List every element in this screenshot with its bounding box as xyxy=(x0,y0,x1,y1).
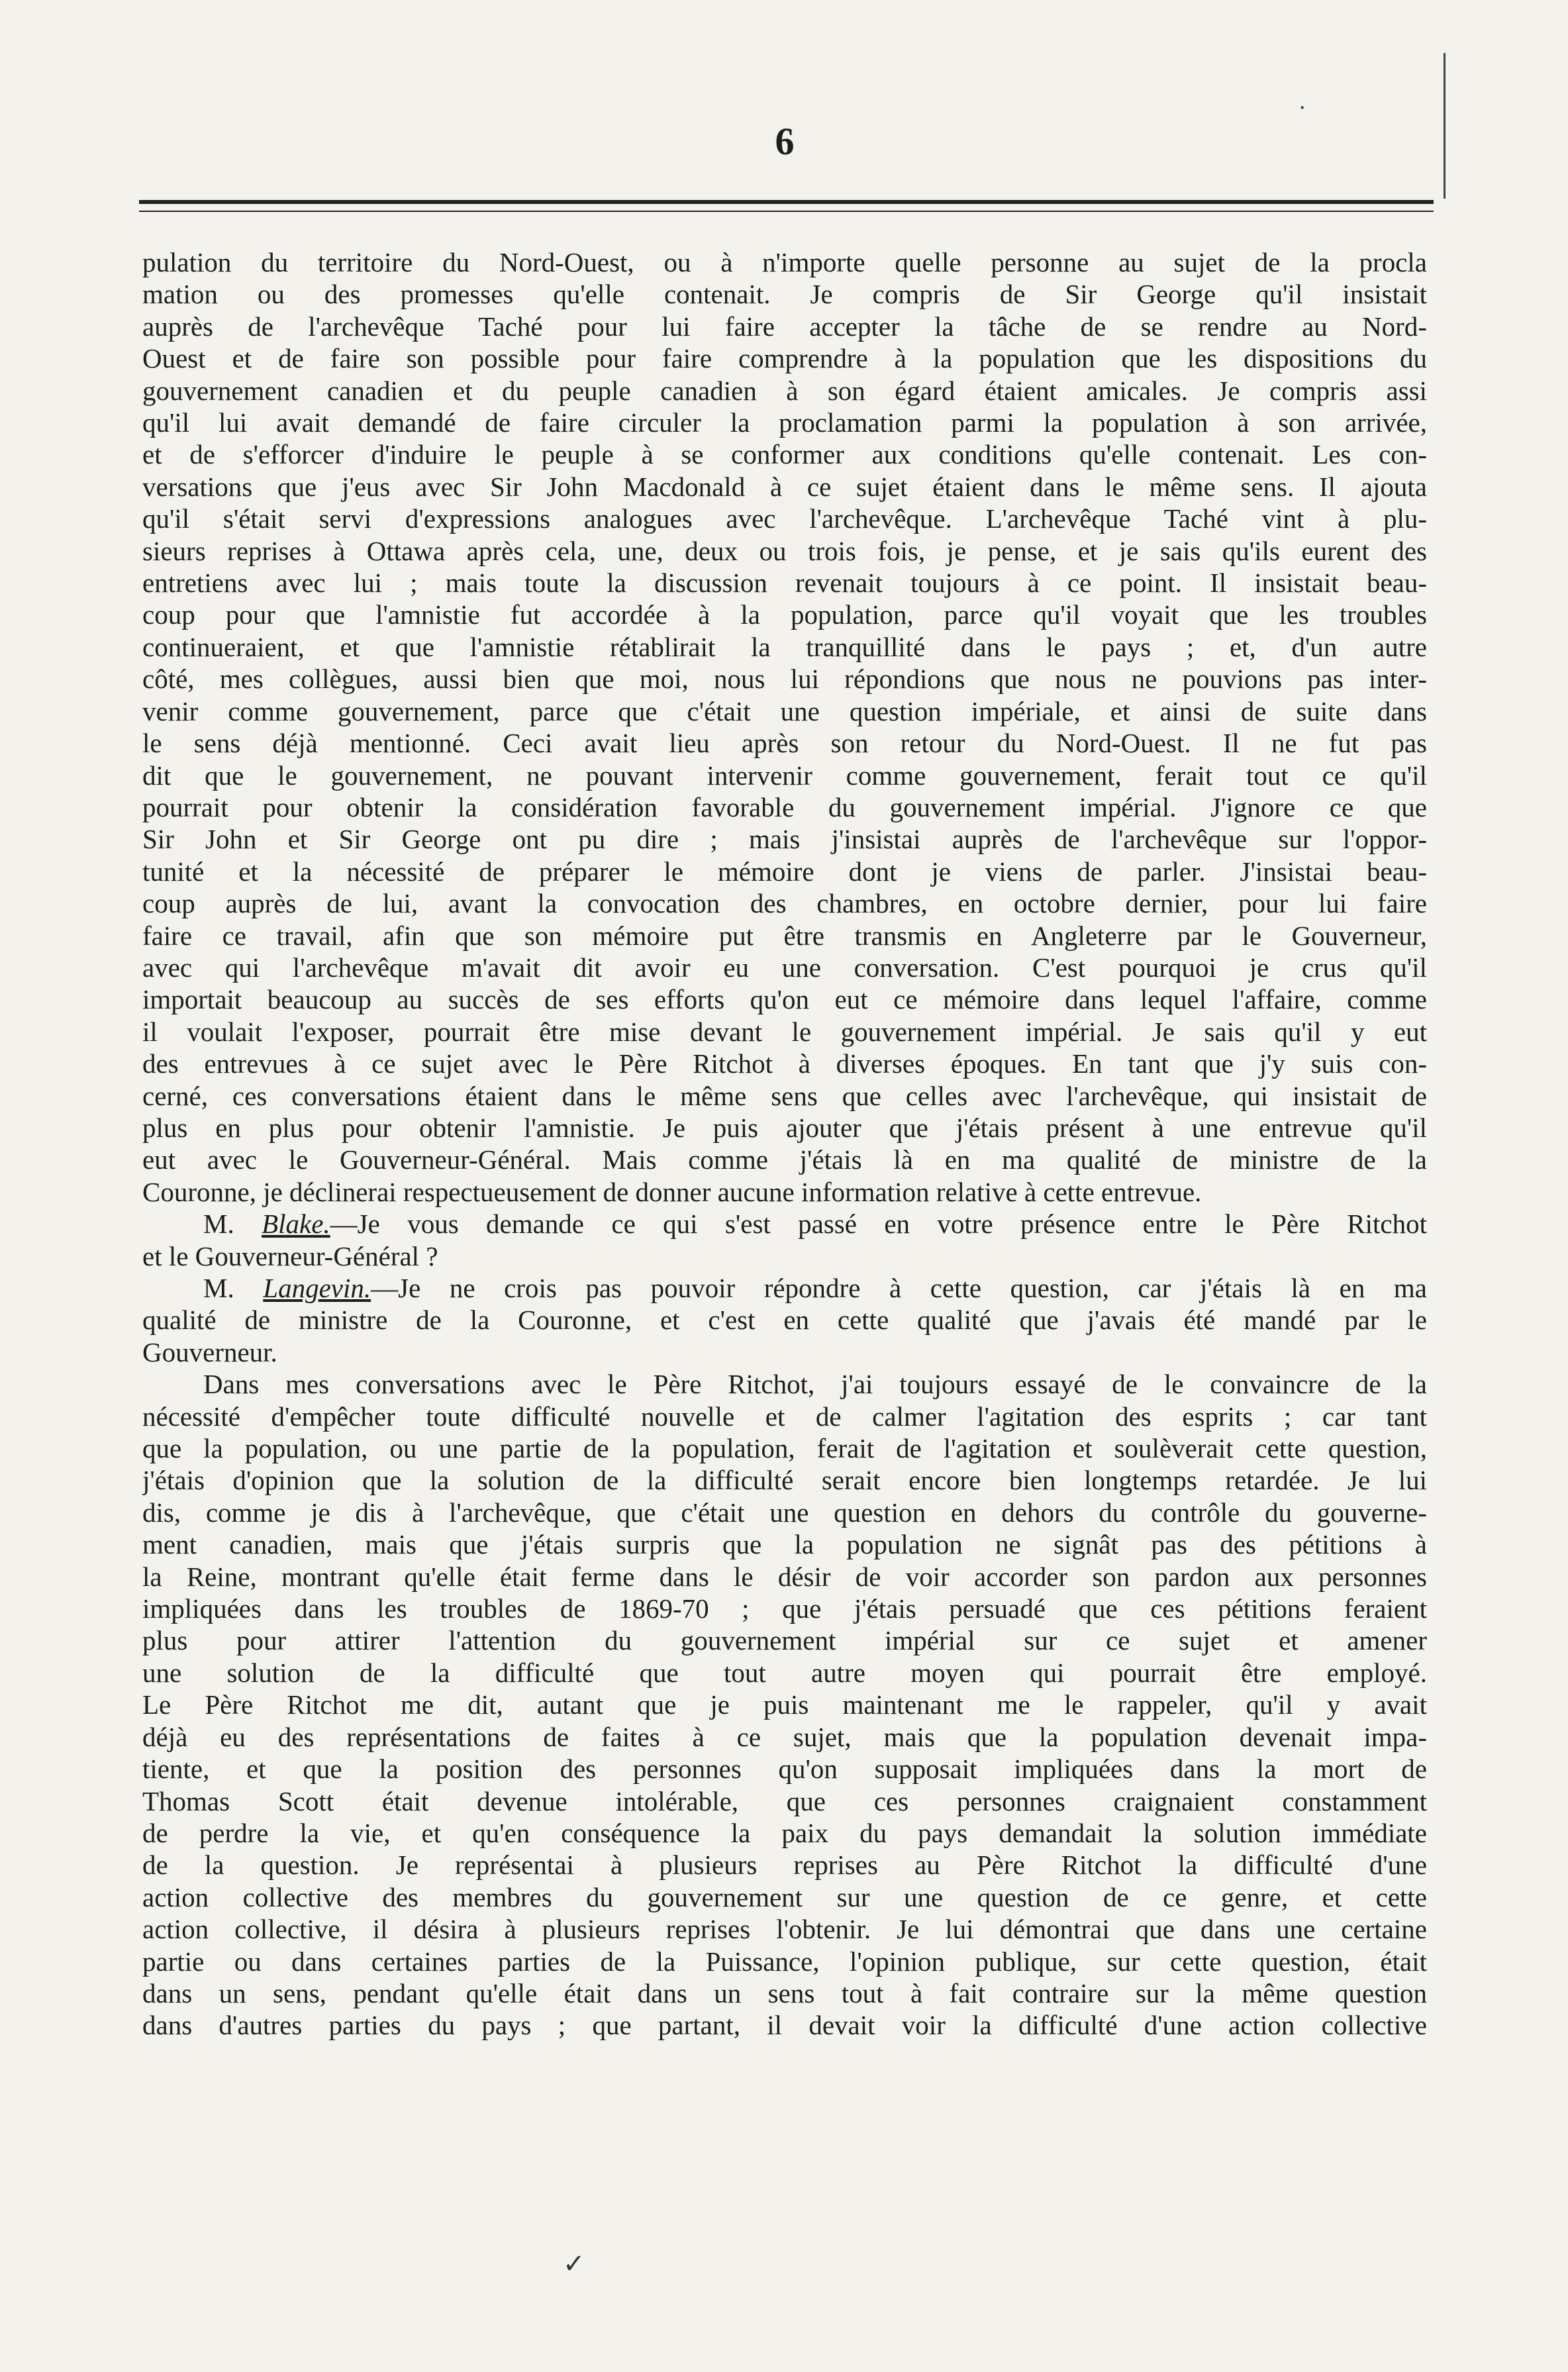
paragraph-4 xyxy=(142,1368,1427,2042)
document-body xyxy=(142,246,1427,2042)
text-line: Dans mes conversations avec le Père Ritchot, j'ai toujours essayé de le convaincre de la xyxy=(203,1369,1427,1400)
text-line: Thomas Scott était devenue intolérable, que ces personnes craignaient constamment xyxy=(142,1785,1427,1816)
text-line: avec qui l'archevêque m'avait dit avoir eu une conversation. C'est pourquoi je crus qu'il xyxy=(142,952,1427,983)
text-line: côté, mes collègues, aussi bien que moi, nous lui répondions que nous ne pouvions pas inter- xyxy=(142,664,1427,695)
text-line: de perdre la vie, et qu'en conséquence la paix du pays demandait la solution immédiate xyxy=(142,1817,1427,1848)
speech-text: —Je vous demande ce qui s'est passé en votre présence entre le Père Ritchot xyxy=(330,1209,1427,1240)
speech-text: —Je ne crois pas pouvoir répondre à cette question, car j'étais là en ma xyxy=(371,1273,1427,1303)
text-line: la Reine, montrant qu'elle était ferme dans le désir de voir accorder son pardon aux personnes xyxy=(142,1561,1427,1592)
speaker-title: M. xyxy=(203,1273,264,1303)
text-line: dans un sens, pendant qu'elle était dans un sens tout à fait contraire sur la même question xyxy=(142,1977,1427,2008)
text-line: action collective des membres du gouvernement sur une question de ce genre, et cette xyxy=(142,1881,1427,1912)
text-line: pourrait pour obtenir la considération favorable du gouvernement impérial. J'ignore ce que xyxy=(142,791,1427,822)
text-line: eut avec le Gouverneur-Général. Mais comme j'étais là en ma qualité de ministre de la xyxy=(142,1144,1427,1175)
text-line: cerné, ces conversations étaient dans le même sens que celles avec l'archevêque, qui insistait de xyxy=(142,1080,1427,1111)
text-line: de la question. Je représentai à plusieurs reprises au Père Ritchot la difficulté d'une xyxy=(142,1850,1427,1881)
text-line: dis, comme je dis à l'archevêque, que c'était une question en dehors du contrôle du gouverne- xyxy=(142,1497,1427,1528)
text-line: Le Père Ritchot me dit, autant que je puis maintenant me le rappeler, qu'il y avait xyxy=(142,1689,1427,1720)
text-line: et de s'efforcer d'induire le peuple à se conformer aux conditions qu'elle contenait. Les con- xyxy=(142,439,1427,470)
text-line: tunité et la nécessité de préparer le mémoire dont je viens de parler. J'insistai beau- xyxy=(142,856,1427,887)
text-line: versations que j'eus avec Sir John Macdonald à ce sujet étaient dans le même sens. Il ajouta xyxy=(142,471,1427,502)
text-line: nécessité d'empêcher toute difficulté nouvelle et de calmer l'agitation des esprits ; car tant xyxy=(142,1401,1427,1432)
text-line: une solution de la difficulté que tout autre moyen qui pourrait être employé. xyxy=(142,1657,1427,1688)
text-line: qualité de ministre de la Couronne, et c'est en cette qualité que j'avais été mandé par le xyxy=(142,1305,1427,1336)
text-line: déjà eu des représentations de faites à ce sujet, mais que la population devenait impa- xyxy=(142,1721,1427,1752)
text-line: ment canadien, mais que j'étais surpris que la population ne signât pas des pétitions à xyxy=(142,1529,1427,1560)
text-line: coup auprès de lui, avant la convocation des chambres, en octobre dernier, pour lui faire xyxy=(142,888,1427,919)
speaker-name: Langevin. xyxy=(263,1273,371,1303)
margin-speck: ˙ xyxy=(1298,100,1307,130)
text-line: sieurs reprises à Ottawa après cela, une, deux ou trois fois, je pense, et je sais qu'ils eurent des xyxy=(142,535,1427,566)
text-line: qu'il lui avait demandé de faire circuler la proclamation parmi la population à son arrivée, xyxy=(142,407,1427,438)
header-rule-thick xyxy=(139,200,1434,204)
text-line: partie ou dans certaines parties de la Puissance, l'opinion publique, sur cette question, était xyxy=(142,1946,1427,1977)
text-line: tiente, et que la position des personnes qu'on supposait impliquées dans la mort de xyxy=(142,1754,1427,1785)
paragraph-1 xyxy=(142,246,1427,1208)
speaker-title: M. xyxy=(203,1209,262,1240)
text-line: des entrevues à ce sujet avec le Père Ritchot à diverses époques. En tant que j'y suis con- xyxy=(142,1048,1427,1079)
text-line: Couronne, je déclinerai respectueusement de donner aucune information relative à cette entrevue. xyxy=(142,1176,1202,1207)
text-line: mation ou des promesses qu'elle contenait. Je compris de Sir George qu'il insistait xyxy=(142,279,1427,310)
text-line: Gouverneur. xyxy=(142,1336,277,1367)
paragraph-3-langevin xyxy=(142,1272,1427,1368)
text-line xyxy=(142,1208,1427,1240)
text-line xyxy=(142,1272,1427,1304)
text-line: importait beaucoup au succès de ses efforts qu'on eut ce mémoire dans lequel l'affaire, comme xyxy=(142,984,1427,1015)
text-line: continueraient, et que l'amnistie rétablirait la tranquillité dans le pays ; et, d'un autre xyxy=(142,631,1427,662)
margin-tick: ✓ xyxy=(563,2249,585,2279)
page-number: 6 xyxy=(775,120,795,163)
paragraph-2-blake xyxy=(142,1208,1427,1272)
text-line: faire ce travail, afin que son mémoire put être transmis en Angleterre par le Gouverneur, xyxy=(142,920,1427,951)
header-rule-thin xyxy=(139,211,1434,212)
text-line: gouvernement canadien et du peuple canadien à son égard étaient amicales. Je compris assi xyxy=(142,375,1427,406)
text-line: plus pour attirer l'attention du gouvernement impérial sur ce sujet et amener xyxy=(142,1625,1427,1656)
text-line: que la population, ou une partie de la population, ferait de l'agitation et soulèverait cette question, xyxy=(142,1433,1427,1464)
text-line: venir comme gouvernement, parce que c'était une question impériale, et ainsi de suite dans xyxy=(142,695,1427,726)
text-line: dans d'autres parties du pays ; que partant, il devait voir la difficulté d'une action collective xyxy=(142,2010,1427,2041)
text-line: pulation du territoire du Nord-Ouest, ou à n'importe quelle personne au sujet de la procla xyxy=(142,247,1427,277)
text-line: entretiens avec lui ; mais toute la discussion revenait toujours à ce point. Il insistait beau- xyxy=(142,568,1427,599)
text-line: Ouest et de faire son possible pour faire comprendre à la population que les dispositions du xyxy=(142,343,1427,374)
text-line: et le Gouverneur-Général ? xyxy=(142,1240,438,1271)
speaker-name: Blake. xyxy=(262,1209,330,1240)
text-line: dit que le gouvernement, ne pouvant intervenir comme gouvernement, ferait tout ce qu'il xyxy=(142,760,1427,791)
text-line: plus en plus pour obtenir l'amnistie. Je puis ajouter que j'étais présent à une entrevue qu'il xyxy=(142,1112,1427,1143)
text-line: il voulait l'exposer, pourrait être mise devant le gouvernement impérial. Je sais qu'il y eut xyxy=(142,1016,1427,1047)
text-line: coup pour que l'amnistie fut accordée à la population, parce qu'il voyait que les troubles xyxy=(142,599,1427,630)
text-line: impliquées dans les troubles de 1869-70 ; que j'étais persuadé que ces pétitions feraient xyxy=(142,1593,1427,1624)
text-line: Sir John et Sir George ont pu dire ; mais j'insistai auprès de l'archevêque sur l'oppor- xyxy=(142,824,1427,855)
text-line: action collective, il désira à plusieurs reprises l'obtenir. Je lui démontrai que dans une certaine xyxy=(142,1914,1427,1945)
margin-scratch xyxy=(1444,53,1446,199)
text-line: le sens déjà mentionné. Ceci avait lieu après son retour du Nord-Ouest. Il ne fut pas xyxy=(142,728,1427,759)
text-line: j'étais d'opinion que la solution de la difficulté serait encore bien longtemps retardée. Je lui xyxy=(142,1465,1427,1496)
text-line: auprès de l'archevêque Taché pour lui faire accepter la tâche de se rendre au Nord- xyxy=(142,311,1427,342)
text-line: qu'il s'était servi d'expressions analogues avec l'archevêque. L'archevêque Taché vint à plu- xyxy=(142,503,1427,534)
